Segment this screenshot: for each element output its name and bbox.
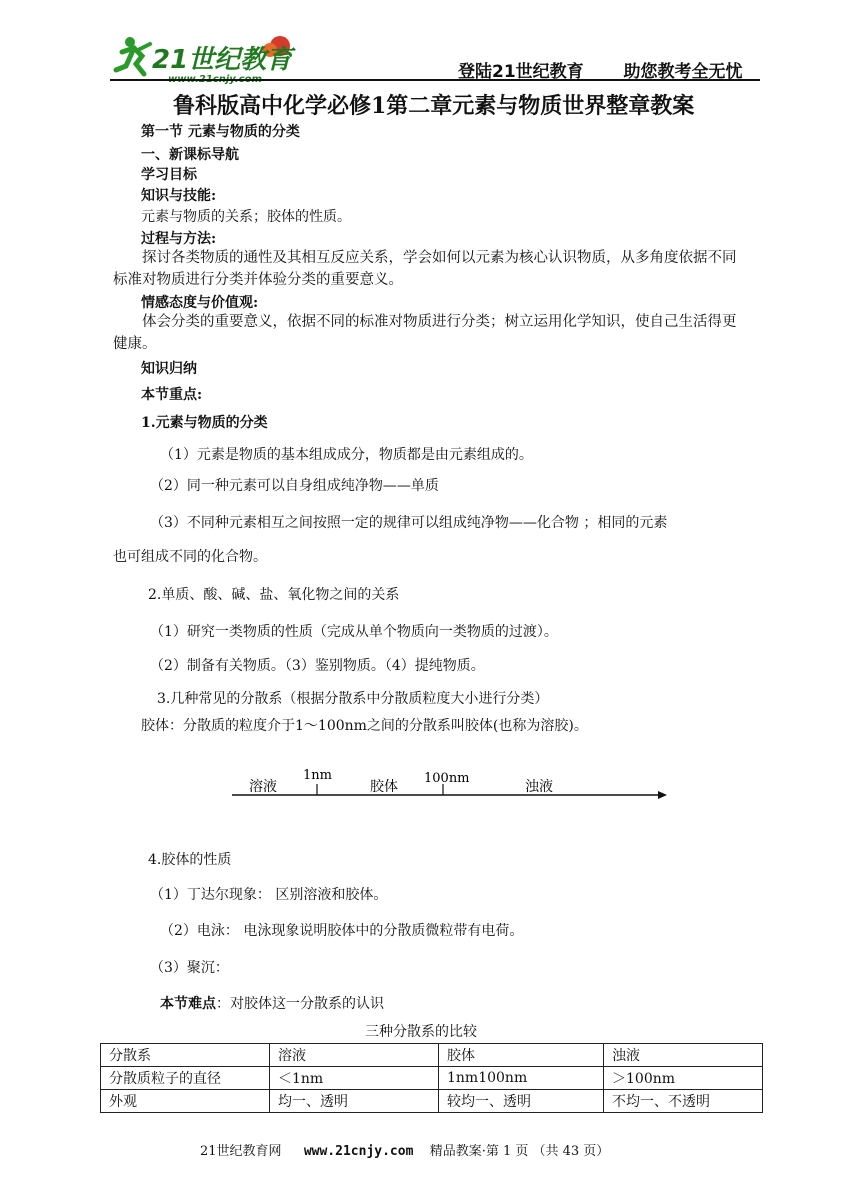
item1-point1: （1）元素是物质的基本组成成分，物质都是由元素组成的。 [160,447,533,463]
scale-label-colloid: 胶体 [370,779,398,795]
difficulty-label: 本节难点 [160,996,216,1012]
site-logo [108,30,308,86]
table-cell: 浊液 [604,1044,763,1067]
slogan-right: 助您教考全无忧 [623,62,743,82]
footer-page-info: 精品教案·第 1 页 （共 43 页） [429,1144,610,1159]
table-cell: 均一、透明 [270,1090,439,1113]
item3-title: 3.几种常见的分散系（根据分散系中分散质粒度大小进行分类） [157,691,549,707]
scale-tick-label-100nm: 100nm [424,771,470,786]
key-heading: 本节重点: [141,387,203,403]
table-cell: ＜1nm [270,1067,439,1090]
knowledge-label: 知识与技能: [141,188,217,204]
table-row [101,1044,763,1067]
table-caption: 三种分散系的比较 [365,1024,477,1040]
footer-url[interactable]: www.21cnjy.com [303,1144,414,1159]
attitude-text: 体会分类的重要意义，依据不同的标准对物质进行分类；树立运用化学知识，使自己生活得更健康。 [113,314,737,352]
item2-point1: （1）研究一类物质的性质（完成从单个物质向一类物质的过渡）。 [150,624,558,640]
scale-label-solution: 溶液 [249,779,277,795]
section-heading: 第一节 元素与物质的分类 [141,124,300,140]
table-cell: 分散质粒子的直径 [101,1067,270,1090]
slogan-left: 登陆21世纪教育 [458,62,584,82]
process-text: 探讨各类物质的通性及其相互反应关系，学会如何以元素为核心认识物质，从多角度依据不同标准对物质进行分类并体验分类的重要意义。 [113,250,737,288]
table-cell: 外观 [101,1090,270,1113]
scale-label-turbid: 浊液 [525,779,553,795]
item4-point1: （1）丁达尔现象： 区别溶液和胶体。 [150,887,388,903]
item1-point3-cont: 也可组成不同的化合物。 [113,549,267,565]
table-cell: ＞100nm [604,1067,763,1090]
scale-arrowhead [658,791,667,799]
item3-text: 胶体：分散质的粒度介于1～100nm之间的分散系叫胶体(也称为溶胶)。 [141,718,588,734]
nav-heading: 一、新课标导航 [141,147,239,163]
item4-point3: （3）聚沉： [150,960,229,976]
goals-heading: 学习目标 [141,167,197,183]
header-divider [110,79,760,81]
item4-point2: （2）电泳： 电泳现象说明胶体中的分散质微粒带有电荷。 [160,923,524,939]
summary-heading: 知识归纳 [141,361,197,377]
table-row [101,1090,763,1113]
knowledge-text: 元素与物质的关系；胶体的性质。 [141,209,351,225]
table-cell: 较均一、透明 [439,1090,604,1113]
page-title: 鲁科版高中化学必修1第二章元素与物质世界整章教案 [173,93,695,119]
table-cell: 不均一、不透明 [604,1090,763,1113]
table-cell: 溶液 [270,1044,439,1067]
table-row [101,1067,763,1090]
footer-site: 21世纪教育网 [200,1144,282,1159]
table-cell: 分散系 [101,1044,270,1067]
table-cell: 胶体 [439,1044,604,1067]
attitude-label: 情感态度与价值观: [141,295,259,311]
process-label: 过程与方法: [141,231,217,247]
item2-point2: （2）制备有关物质。（3）鉴别物质。（4）提纯物质。 [150,658,485,674]
item1-point3: （3）不同种元素相互之间按照一定的规律可以组成纯净物——化合物 ；相同的元素 [150,515,668,531]
scale-tick-label-1nm: 1nm [303,768,332,783]
particle-size-scale [230,760,670,804]
item2-title: 2.单质、酸、碱、盐、氧化物之间的关系 [148,587,400,603]
logo-url: www.21cnjy.com [168,74,262,85]
item1-point2: （2）同一种元素可以自身组成纯净物——单质 [150,478,439,494]
page-footer [200,1140,609,1159]
table-cell: 1nm100nm [439,1067,604,1090]
comparison-table [100,1043,763,1113]
item4-title: 4.胶体的性质 [148,852,232,868]
difficulty-text: ：对胶体这一分散系的认识 [216,996,384,1012]
difficulty-line [160,993,384,1013]
runner-figure [116,37,150,74]
item1-title: 1.元素与物质的分类 [141,415,268,431]
logo-text: 21世纪教育 [152,45,293,75]
